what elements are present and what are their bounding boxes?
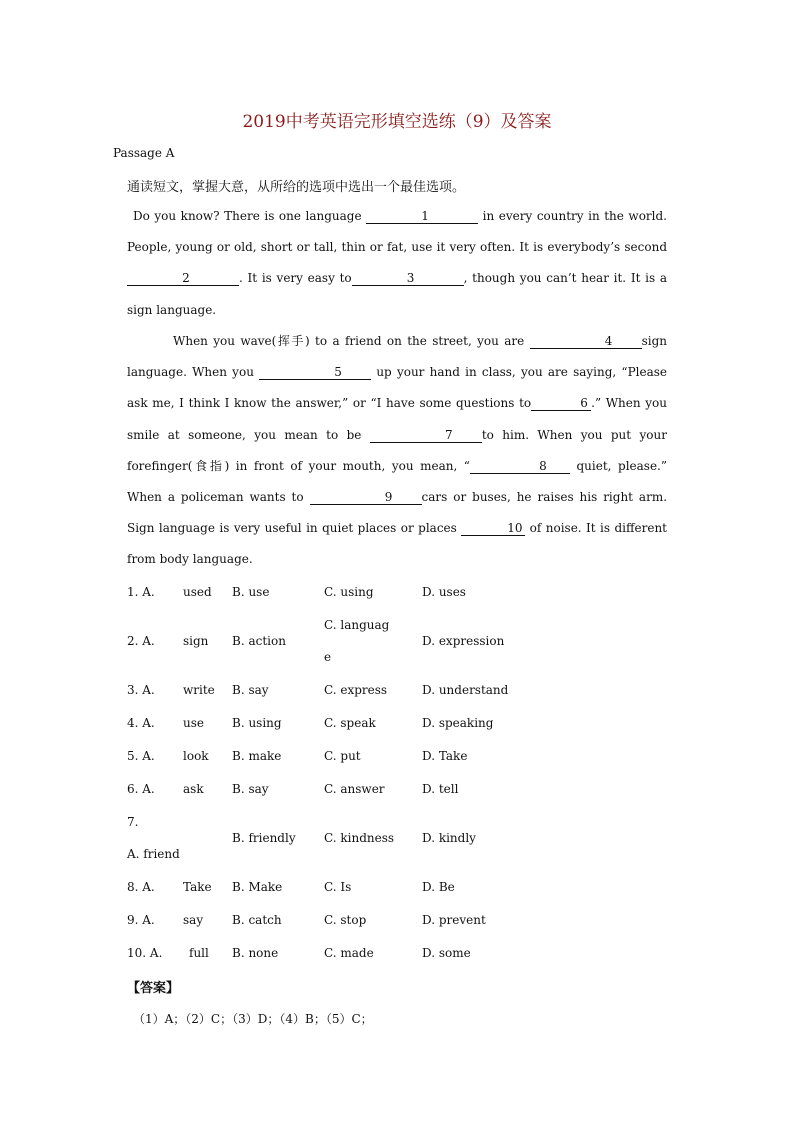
paragraph-text: When you wave(挥手) to a friend on the street, you are xyxy=(173,334,530,348)
paragraph-text: Do you know? There is one language xyxy=(133,209,367,223)
option-d: D. expression xyxy=(422,634,505,648)
option-d: D. tell xyxy=(422,782,459,796)
option-b: B. action xyxy=(232,634,286,648)
paragraph-text: . It is very easy to xyxy=(239,271,352,286)
option-c: C. Is xyxy=(324,880,352,894)
option-d: D. uses xyxy=(422,585,466,599)
option-c: C. speak xyxy=(324,716,376,730)
option-number: 6. A. xyxy=(127,782,155,796)
blank-6: 6 xyxy=(531,396,591,411)
option-d: D. Take xyxy=(422,749,468,763)
option-d: D. some xyxy=(422,946,471,960)
option-number: 1. A. xyxy=(127,585,155,599)
paragraph-text: to him. When you put your forefinger(食指) in front of your mouth, you mean, “ xyxy=(127,427,667,473)
paragraph-text: , though you can’t hear it. It is a sign language. xyxy=(127,271,667,317)
paragraph-text: quiet, please.” When a policeman wants to xyxy=(127,458,667,505)
blank-8: 8 xyxy=(470,459,570,474)
option-a: say xyxy=(183,913,204,927)
option-d: D. kindly xyxy=(422,831,476,845)
option-c: C. languag xyxy=(324,618,390,632)
option-b: B. Make xyxy=(232,880,283,894)
option-a: ask xyxy=(183,782,204,796)
page-title: 2019中考英语完形填空选练（9）及答案 xyxy=(242,112,552,132)
option-number: 9. A. xyxy=(127,913,155,927)
option-c: C. answer xyxy=(324,782,385,796)
option-number: 2. A. xyxy=(127,634,155,648)
option-d: D. prevent xyxy=(422,913,486,927)
option-a: sign xyxy=(183,634,209,648)
option-a: full xyxy=(189,946,209,960)
blank-4: 4 xyxy=(530,334,642,349)
option-a: use xyxy=(183,716,204,730)
option-b: B. say xyxy=(232,782,269,796)
option-c: C. stop xyxy=(324,913,367,927)
instruction: 通读短文，掌握大意，从所给的选项中选出一个最佳选项。 xyxy=(127,180,466,195)
paragraph-text: of noise. It is different from body language. xyxy=(127,521,668,567)
blank-9: 9 xyxy=(310,490,422,505)
paragraph-text: cars or buses, he raises his right arm. Sign language is very useful in quiet places or places xyxy=(127,490,668,536)
option-d: D. speaking xyxy=(422,716,494,730)
blank-2: 2 xyxy=(127,271,239,286)
paragraph-text: .” When you smile at someone, you mean to be xyxy=(127,396,668,442)
option-c-wrap: e xyxy=(324,650,332,664)
paragraph-text: sign language. When you xyxy=(127,334,667,380)
option-b: B. catch xyxy=(232,913,282,927)
option-number: 10. A. xyxy=(127,946,163,960)
option-b: B. say xyxy=(232,683,269,697)
option-c: C. kindness xyxy=(324,831,395,845)
option-number: 5. A. xyxy=(127,749,155,763)
passage-label: Passage A xyxy=(113,146,175,160)
option-a: look xyxy=(183,749,209,763)
paragraph-text: up your hand in class, you are saying, “Please ask me, I think I know the answer,” or “I have some questions to xyxy=(127,365,667,411)
option-c: C. express xyxy=(324,683,388,697)
option-b: B. friendly xyxy=(232,831,296,845)
option-d: D. understand xyxy=(422,683,509,697)
blank-7: 7 xyxy=(370,428,482,443)
option-b: B. using xyxy=(232,716,282,730)
option-a: write xyxy=(183,683,215,697)
answer-list: （1）A；（2）C；（3）D；（4）B；（5）C； xyxy=(133,1012,373,1026)
option-b: B. use xyxy=(232,585,270,599)
option-number: 8. A. xyxy=(127,880,155,894)
blank-10: 10 xyxy=(461,521,525,536)
option-a: A. friend xyxy=(127,847,180,861)
paragraph-text: in every country in the world. People, young or old, short or tall, thin or fat, use it very often. It is everybody’s second xyxy=(127,209,667,255)
option-a: used xyxy=(183,585,212,599)
option-c: C. made xyxy=(324,946,374,960)
blank-5: 5 xyxy=(259,365,371,380)
option-c: C. put xyxy=(324,749,361,763)
paragraph-2 xyxy=(127,326,667,576)
option-number: 4. A. xyxy=(127,716,155,730)
option-d: D. Be xyxy=(422,880,455,894)
option-a: Take xyxy=(183,880,212,894)
option-b: B. none xyxy=(232,946,279,960)
option-number: 7. xyxy=(127,815,139,829)
blank-3: 3 xyxy=(352,271,464,286)
answer-heading: 【答案】 xyxy=(127,981,180,996)
option-number: 3. A. xyxy=(127,683,155,697)
option-b: B. make xyxy=(232,749,282,763)
blank-1: 1 xyxy=(366,209,478,224)
paragraph-1 xyxy=(127,201,667,326)
option-c: C. using xyxy=(324,585,374,599)
